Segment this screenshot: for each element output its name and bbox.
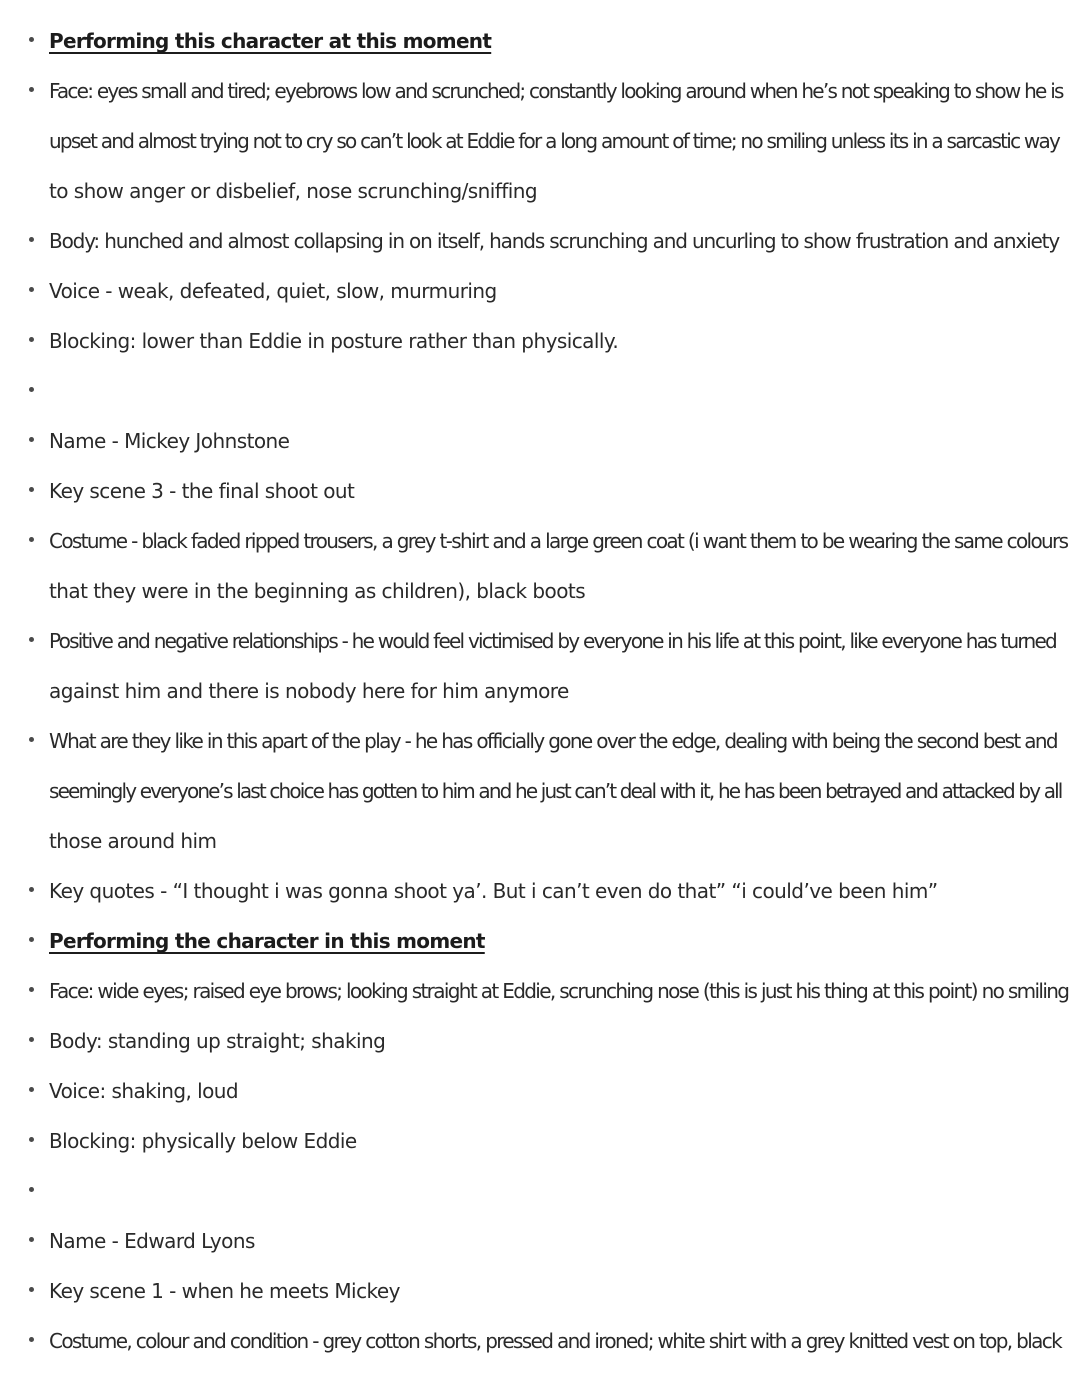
list-item	[0, 1023, 1080, 1059]
bullet-icon	[29, 87, 34, 92]
list-item-text: What are they like in this apart of the play - he has officially gone over the edge, dealing with being the second best and	[49, 729, 1057, 753]
bullet-icon	[29, 1337, 34, 1342]
list-item	[0, 1323, 1080, 1359]
bullet-icon	[29, 1037, 34, 1042]
section-heading: Performing the character in this moment	[49, 929, 485, 953]
bullet-icon	[29, 237, 34, 242]
list-item-text: Face: eyes small and tired; eyebrows low and scrunched; constantly looking around when he’s not speaking to show he is	[49, 79, 1063, 103]
list-item-continuation: that they were in the beginning as children), black boots	[49, 579, 586, 603]
list-item-text: Key scene 1 - when he meets Mickey	[49, 1279, 400, 1303]
bullet-icon	[29, 287, 34, 292]
list-item-text: Name - Mickey Johnstone	[49, 429, 290, 453]
list-item	[0, 73, 1080, 109]
bullet-icon	[29, 1237, 34, 1242]
list-item	[0, 523, 1080, 559]
list-item-continuation: to show anger or disbelief, nose scrunching/sniffing	[49, 179, 538, 203]
list-item-text: Body: standing up straight; shaking	[49, 1029, 386, 1053]
empty-list-item	[0, 373, 1080, 409]
list-item-text: Blocking: physically below Eddie	[49, 1129, 357, 1153]
list-item	[0, 873, 1080, 909]
bullet-icon	[29, 37, 34, 42]
list-item-text: Body: hunched and almost collapsing in on itself, hands scrunching and uncurling to show frustration and anxiety	[49, 229, 1060, 253]
bullet-icon	[29, 1137, 34, 1142]
list-item-text: Costume, colour and condition - grey cotton shorts, pressed and ironed; white shirt with a grey knitted vest on top, black	[49, 1329, 1062, 1353]
empty-list-item	[0, 1173, 1080, 1209]
list-item	[0, 423, 1080, 459]
list-item-continuation: upset and almost trying not to cry so can’t look at Eddie for a long amount of time; no smiling unless its in a sarcastic way	[49, 129, 1060, 153]
bullet-icon	[29, 337, 34, 342]
list-item	[0, 973, 1080, 1009]
list-item-text: Name - Edward Lyons	[49, 1229, 255, 1253]
bullet-icon	[29, 537, 34, 542]
bullet-icon	[29, 387, 34, 392]
list-item	[0, 623, 1080, 659]
bullet-icon	[29, 987, 34, 992]
list-item	[0, 1073, 1080, 1109]
list-item	[0, 1223, 1080, 1259]
list-item	[0, 723, 1080, 759]
list-item	[0, 1123, 1080, 1159]
bullet-icon	[29, 737, 34, 742]
list-item-text: Key scene 3 - the final shoot out	[49, 479, 355, 503]
list-item	[0, 1273, 1080, 1309]
bullet-icon	[29, 937, 34, 942]
list-item-text: Key quotes - “I thought i was gonna shoot ya’. But i can’t even do that” “i could’ve been him”	[49, 879, 938, 903]
list-item	[0, 273, 1080, 309]
list-item-text: Face: wide eyes; raised eye brows; looking straight at Eddie, scrunching nose (this is just his thing at this point) no smiling	[49, 979, 1069, 1003]
bullet-icon	[29, 637, 34, 642]
list-item	[0, 323, 1080, 359]
bullet-icon	[29, 437, 34, 442]
list-item-continuation: seemingly everyone’s last choice has gotten to him and he just can’t deal with it, he has been betrayed and attacked by all	[49, 779, 1062, 803]
bullet-icon	[29, 1187, 34, 1192]
list-item-continuation: against him and there is nobody here for him anymore	[49, 679, 569, 703]
list-item-continuation: those around him	[49, 829, 217, 853]
bullet-icon	[29, 1287, 34, 1292]
list-item	[0, 23, 1080, 59]
bullet-icon	[29, 887, 34, 892]
list-item	[0, 923, 1080, 959]
list-item-text: Voice - weak, defeated, quiet, slow, murmuring	[49, 279, 497, 303]
list-item	[0, 473, 1080, 509]
bullet-icon	[29, 487, 34, 492]
list-item-text: Positive and negative relationships - he would feel victimised by everyone in his life at this point, like everyone has turned	[49, 629, 1056, 653]
list-item	[0, 223, 1080, 259]
list-item-text: Voice: shaking, loud	[49, 1079, 239, 1103]
bullet-icon	[29, 1087, 34, 1092]
section-heading: Performing this character at this moment	[49, 29, 492, 53]
list-item-text: Costume - black faded ripped trousers, a grey t-shirt and a large green coat (i want them to be wearing the same colours	[49, 529, 1068, 553]
list-item-text: Blocking: lower than Eddie in posture rather than physically.	[49, 329, 619, 353]
